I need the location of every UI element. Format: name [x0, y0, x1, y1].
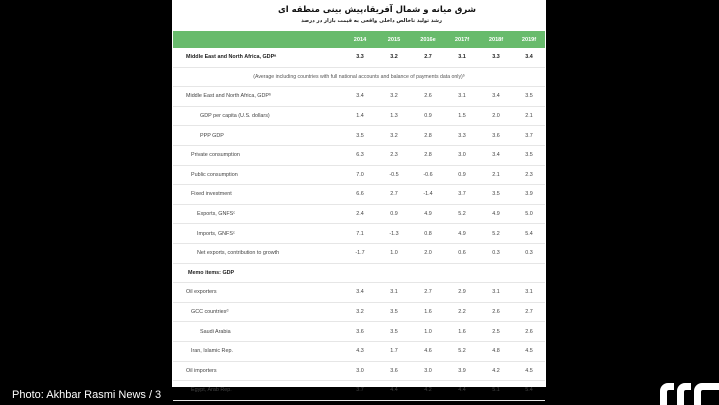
table-cell: 2.6 [411, 87, 445, 107]
table-row [173, 263, 545, 283]
row-label: PPP GDP [173, 126, 343, 146]
table-row [173, 243, 545, 263]
table-row [173, 341, 545, 361]
table-cell: 4.3 [343, 341, 377, 361]
table-cell: 3.5 [513, 145, 545, 165]
row-label: Oil importers [173, 361, 343, 381]
table-cell: 3.0 [411, 361, 445, 381]
table-cell: 5.2 [445, 341, 479, 361]
row-label: Exports, GNFSᶜ [173, 204, 343, 224]
row-label: Fixed investment [173, 185, 343, 205]
table-row [173, 165, 545, 185]
table-row [173, 322, 545, 342]
table-cell: 4.5 [513, 361, 545, 381]
table-cell: -1.4 [411, 185, 445, 205]
table-cell: 3.4 [343, 283, 377, 303]
table-cell: 2.0 [479, 106, 513, 126]
table-cell: -1.7 [343, 243, 377, 263]
table-row [173, 106, 545, 126]
table-cell: 2.7 [513, 302, 545, 322]
table-cell: 4.5 [513, 341, 545, 361]
table-cell: 3.5 [377, 322, 411, 342]
column-header: 2019f [513, 31, 545, 48]
table-cell: 2.9 [445, 283, 479, 303]
table-cell: 4.2 [479, 361, 513, 381]
table-cell: 4.2 [411, 381, 445, 401]
table-cell [343, 263, 377, 283]
table-cell: 1.5 [445, 106, 479, 126]
table-cell: 2.7 [377, 185, 411, 205]
table-cell: 2.8 [411, 126, 445, 146]
table-cell: 4.8 [479, 341, 513, 361]
table-note: (Average including countries with full national accounts and balance of payments data only)ᵇ [173, 67, 545, 87]
table-row [173, 204, 545, 224]
table-cell: 3.2 [377, 126, 411, 146]
table-cell: 2.6 [513, 322, 545, 342]
table-cell [411, 263, 445, 283]
table-cell: 3.1 [377, 283, 411, 303]
column-header: 2016e [411, 31, 445, 48]
table-cell: 3.4 [479, 145, 513, 165]
table-cell: 0.6 [445, 243, 479, 263]
table-cell: 3.5 [513, 87, 545, 107]
table-cell [445, 263, 479, 283]
column-header: 2014 [343, 31, 377, 48]
table-cell: 5.4 [513, 224, 545, 244]
table-cell: 1.6 [445, 322, 479, 342]
table-cell: -1.3 [377, 224, 411, 244]
table-cell: 3.2 [377, 48, 411, 67]
brand-logo-icon [648, 381, 719, 405]
table-cell: 3.3 [343, 48, 377, 67]
table-cell: 2.6 [479, 302, 513, 322]
table-cell: 1.6 [411, 302, 445, 322]
table-cell: 3.9 [513, 185, 545, 205]
table-cell: 0.9 [445, 165, 479, 185]
row-label: Oil exporters [173, 283, 343, 303]
table-cell: 3.1 [445, 48, 479, 67]
row-label: Public consumption [173, 165, 343, 185]
row-label: GDP per capita (U.S. dollars) [173, 106, 343, 126]
table-cell: 7.0 [343, 165, 377, 185]
table-cell: 3.0 [445, 145, 479, 165]
row-label: Middle East and North Africa, GDPᵃ [173, 48, 343, 67]
table-cell [377, 263, 411, 283]
row-label: Imports, GNFSᶜ [173, 224, 343, 244]
table-cell: 3.6 [343, 322, 377, 342]
table-cell: 0.8 [411, 224, 445, 244]
table-cell: 2.1 [479, 165, 513, 185]
table-cell: 0.3 [479, 243, 513, 263]
table-row [173, 67, 545, 87]
table-cell: 2.5 [479, 322, 513, 342]
table-cell: 3.2 [377, 87, 411, 107]
column-header: 2018f [479, 31, 513, 48]
column-header [173, 31, 343, 48]
table-row [173, 224, 545, 244]
row-label: GCC countriesᵈ [173, 302, 343, 322]
table-cell: 3.3 [445, 126, 479, 146]
table-cell: 1.4 [343, 106, 377, 126]
table-cell: 4.4 [445, 381, 479, 401]
table-cell: 3.7 [343, 381, 377, 401]
table-cell: 4.9 [479, 204, 513, 224]
table-row [173, 381, 545, 401]
table-row [173, 126, 545, 146]
table-cell: 2.4 [343, 204, 377, 224]
document-title: شرق میانه و شمال آفریقا،پیش بینی منطقه ای [277, 5, 476, 15]
table-cell: 2.0 [411, 243, 445, 263]
table-cell: 6.6 [343, 185, 377, 205]
table-row [173, 145, 545, 165]
document-subtitle: رشد تولید ناخالص داخلی واقعی به قیمت بازار در درصد [301, 18, 442, 24]
table-cell: 5.2 [445, 204, 479, 224]
table-cell: 3.4 [343, 87, 377, 107]
row-label: Net exports, contribution to growth [173, 243, 343, 263]
table-row [173, 87, 545, 107]
table-cell: 5.4 [513, 381, 545, 401]
table-cell: 5.2 [479, 224, 513, 244]
table-cell: 3.5 [479, 185, 513, 205]
table-cell: 3.6 [479, 126, 513, 146]
table-cell [479, 263, 513, 283]
table-cell: 3.1 [513, 283, 545, 303]
row-label: Memo items: GDP [173, 263, 343, 283]
table-cell: 4.9 [445, 224, 479, 244]
table-cell: 0.9 [411, 106, 445, 126]
photo-caption: Photo: Akhbar Rasmi News / 3 [12, 389, 162, 401]
table-cell: 7.1 [343, 224, 377, 244]
table-cell: 3.6 [377, 361, 411, 381]
table-cell: 2.8 [411, 145, 445, 165]
table-cell: 0.9 [377, 204, 411, 224]
table-cell: 0.3 [513, 243, 545, 263]
table-cell: 5.0 [513, 204, 545, 224]
table-cell: 4.4 [377, 381, 411, 401]
table-cell [513, 263, 545, 283]
table-cell: 6.3 [343, 145, 377, 165]
row-label: Egypt, Arab Rep. [173, 381, 343, 401]
table-cell: 3.9 [445, 361, 479, 381]
table-row [173, 185, 545, 205]
table-row [173, 302, 545, 322]
table-cell: 3.5 [377, 302, 411, 322]
table-row [173, 48, 545, 67]
table-cell: 2.2 [445, 302, 479, 322]
column-header: 2017f [445, 31, 479, 48]
table-cell: 3.5 [343, 126, 377, 146]
row-label: Private consumption [173, 145, 343, 165]
table-cell: 1.0 [377, 243, 411, 263]
table-cell: -0.5 [377, 165, 411, 185]
table-cell: 3.1 [479, 283, 513, 303]
table-cell: 2.7 [411, 283, 445, 303]
table-cell: 3.7 [445, 185, 479, 205]
document-image [172, 0, 546, 394]
table-cell: 3.2 [343, 302, 377, 322]
forecast-table [173, 31, 545, 401]
table-cell: 3.4 [513, 48, 545, 67]
table-cell: 1.0 [411, 322, 445, 342]
table-cell: 5.1 [479, 381, 513, 401]
table-cell: 3.4 [479, 87, 513, 107]
table-cell: 3.0 [343, 361, 377, 381]
table-cell: 2.3 [377, 145, 411, 165]
row-label: Saudi Arabia [173, 322, 343, 342]
row-label: Iran, Islamic Rep. [173, 341, 343, 361]
table-cell: 4.6 [411, 341, 445, 361]
table-row [173, 283, 545, 303]
table-cell: 1.3 [377, 106, 411, 126]
table-cell: 2.1 [513, 106, 545, 126]
table-cell: -0.6 [411, 165, 445, 185]
row-label: Middle East and North Africa, GDPᵇ [173, 87, 343, 107]
table-cell: 3.1 [445, 87, 479, 107]
table-cell: 3.7 [513, 126, 545, 146]
table-cell: 4.9 [411, 204, 445, 224]
table-cell: 3.3 [479, 48, 513, 67]
table-cell: 2.7 [411, 48, 445, 67]
table-header-row [173, 31, 545, 48]
table-cell: 2.3 [513, 165, 545, 185]
table-row [173, 361, 545, 381]
table-cell: 1.7 [377, 341, 411, 361]
column-header: 2015 [377, 31, 411, 48]
